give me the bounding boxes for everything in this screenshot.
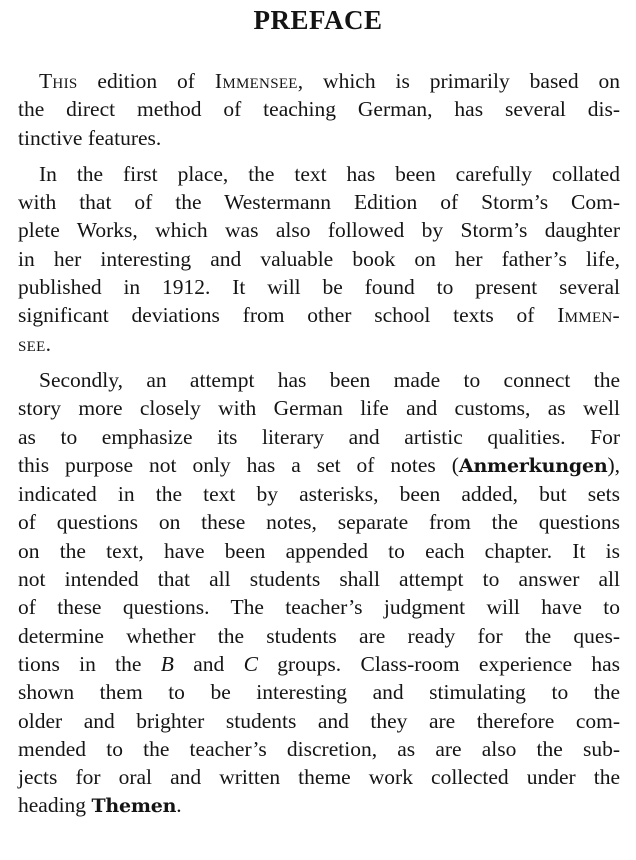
text-line: of these questions. The teacher’s judgment will have to: [18, 595, 620, 620]
paragraph-1: [18, 67, 620, 152]
text-line: story more closely with German life and customs, as well: [18, 396, 620, 421]
text-line: In the first place, the text has been carefully collated: [39, 161, 620, 186]
fraktur-word: Anmerkungen: [458, 454, 608, 477]
work-title: Immensee: [214, 69, 298, 93]
text-line: of questions on these notes, separate from the questions: [18, 510, 620, 535]
text-line: not intended that all students shall attempt to answer all: [18, 567, 620, 592]
text-line: published in 1912. It will be found to present several: [18, 275, 620, 300]
text-line: with that of the Westermann Edition of Storm’s Com-: [18, 190, 620, 215]
text-line: on the text, have been appended to each chapter. It is: [18, 538, 620, 563]
fraktur-word: Themen: [91, 795, 177, 818]
page-title: PREFACE: [253, 5, 383, 35]
paragraph-2: [18, 160, 620, 358]
text-line: see.: [18, 331, 51, 356]
text-line: the direct method of teaching German, has several dis-: [18, 97, 620, 122]
text-line: mended to the teacher’s discretion, as are also the sub-: [18, 736, 620, 761]
work-title: Immen-: [557, 303, 620, 328]
text-line: significant deviations from other school texts of Immen-: [18, 303, 620, 328]
preface-body: [18, 67, 620, 829]
text-line: older and brighter students and they are therefore com-: [18, 708, 620, 733]
text-line: jects for oral and written theme work collected under the: [18, 765, 620, 790]
text-line: heading Themen.: [18, 793, 182, 818]
text-line: this purpose not only has a set of notes (Anmerkungen),: [18, 452, 620, 477]
text-line: plete Works, which was also followed by Storm’s daughter: [18, 218, 620, 243]
text-line: shown them to be interesting and stimulating to the: [18, 680, 620, 705]
text-line: as to emphasize its literary and artistic qualities. For: [18, 424, 620, 449]
paragraph-3: [18, 366, 620, 821]
text-line: determine whether the students are ready for the ques-: [18, 623, 620, 648]
text-line: tions in the B and C groups. Class-room experience has: [18, 651, 620, 676]
text-line: tinctive features.: [18, 125, 162, 150]
text-line: indicated in the text by asterisks, been added, but sets: [18, 482, 620, 507]
text-line: in her interesting and valuable book on her father’s life,: [18, 246, 620, 271]
text-line: This edition of Immensee, which is primarily based on: [39, 69, 621, 93]
text-line: Secondly, an attempt has been made to connect the: [39, 367, 620, 392]
